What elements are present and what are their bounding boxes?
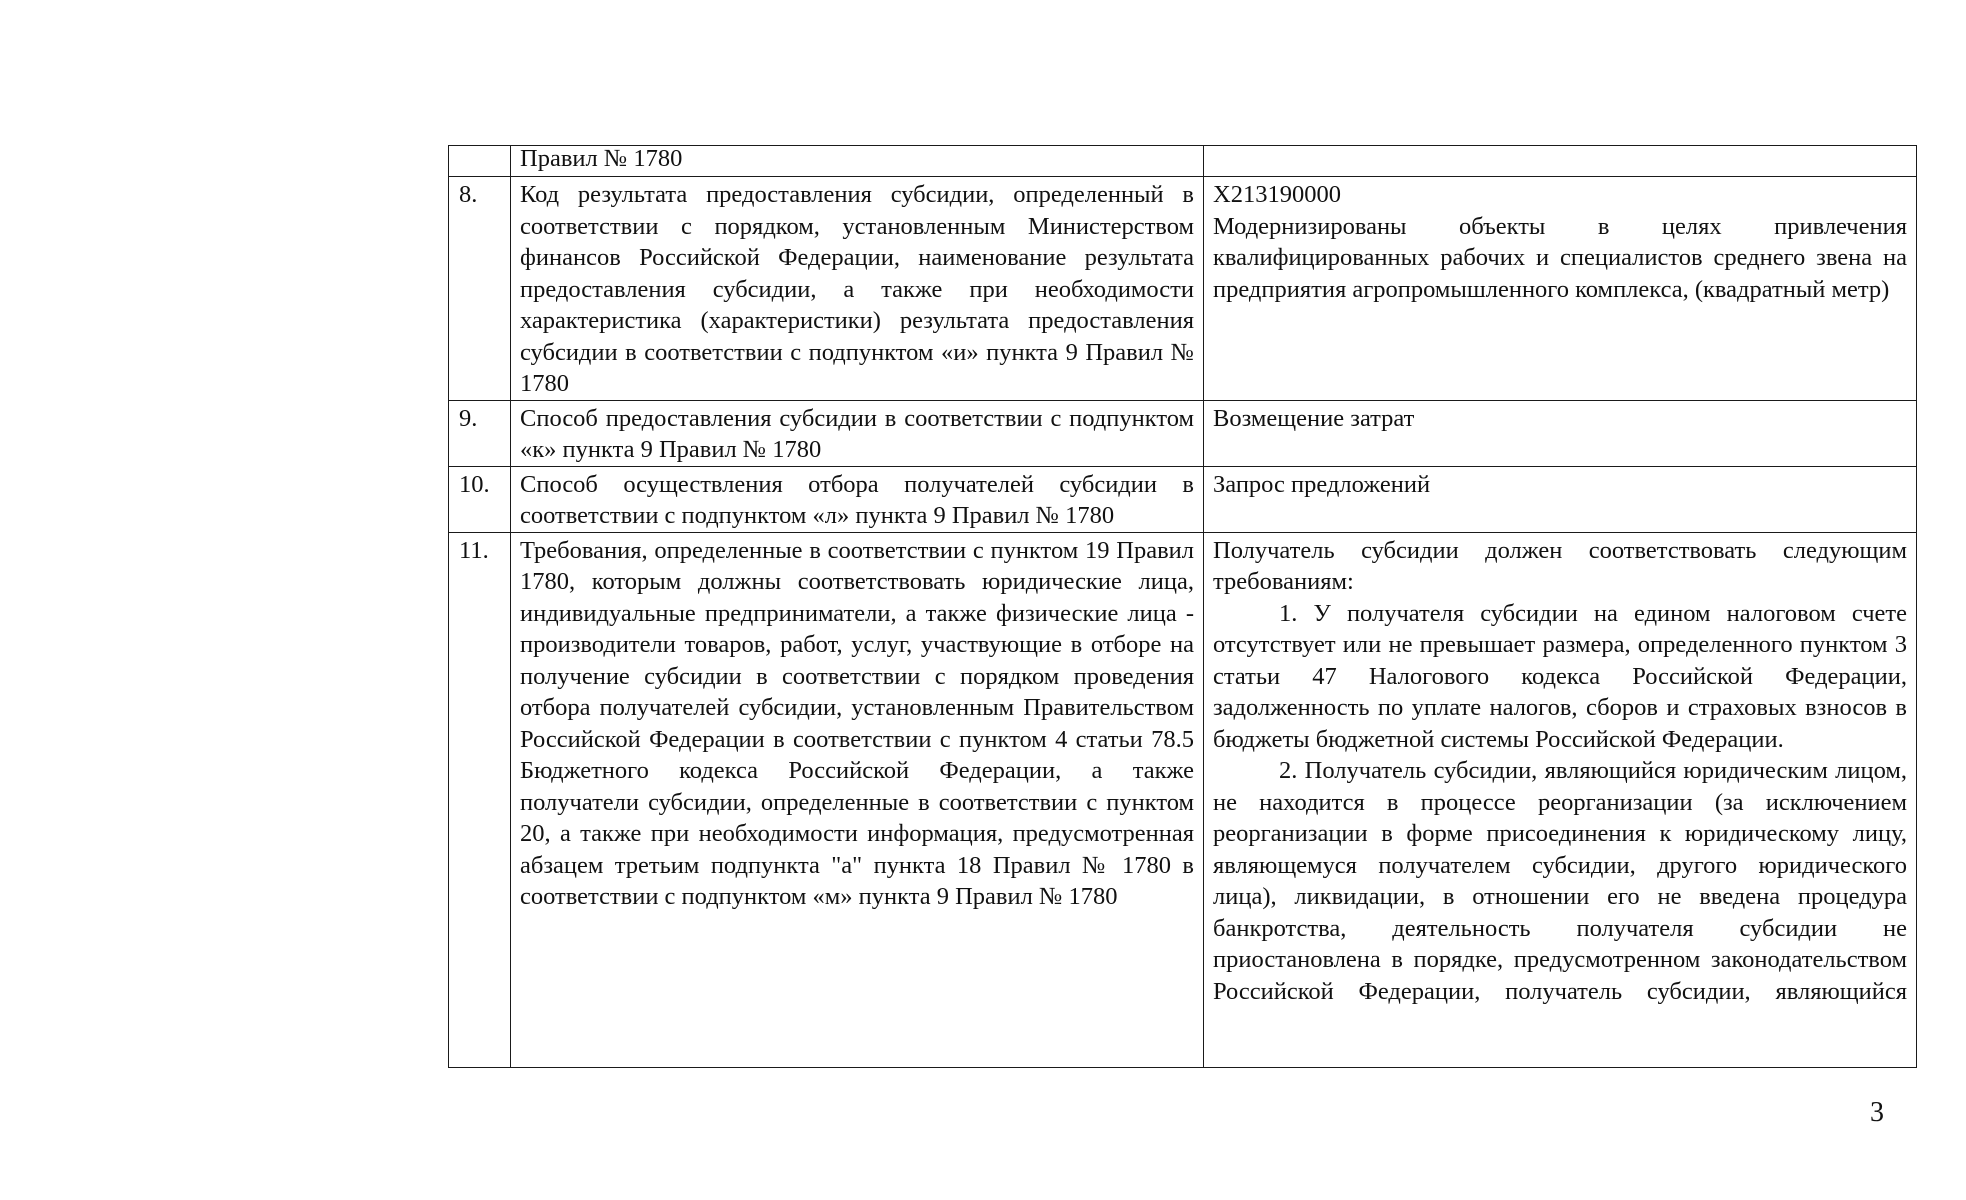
requirement-1: 1. У получателя субсидии на едином налоговом счете отсутствует или не превышает размера, определенного пунктом 3 статьи 47 Налогового кодекса Российской Федерации, задолженность по уплате налогов, сборов и страховых взносов в бюджеты бюджетной системы Российской Федерации. (1213, 599, 1907, 753)
row-description: Способ осуществления отбора получателей субсидии в соответствии с подпунктом «л» пункта 9 Правил № 1780 (511, 466, 1204, 532)
table-row (449, 532, 1917, 1067)
result-name: Модернизированы объекты в целях привлечения квалифицированных рабочих и специалистов среднего звена на предприятия агропромышленного комплекса, (квадратный метр) (1213, 212, 1907, 303)
row-number (449, 146, 511, 177)
row-value: Возмещение затрат (1204, 400, 1917, 466)
table-row (449, 146, 1917, 177)
requirement-2: 2. Получатель субсидии, являющийся юридическим лицом, не находится в процессе реорганизации (за исключением реорганизации в форме присоединения к юридическому лицу, являющемуся получателем субсидии, другого юридического лица), ликвидации, в отношении его не введена процедура банкротства, деятельность получателя субсидии не приостановлена в порядке, предусмотренном законодательством Российской Федерации, получатель субсидии, являющийся (1213, 757, 1907, 1005)
row-description: Требования, определенные в соответствии с пунктом 19 Правил 1780, которым должны соответствовать юридические лица, индивидуальные предприниматели, а также физические лица - производители товаров, работ, услуг, участвующие в отборе на получение субсидии в соответствии с порядком проведения отбора получателей субсидии, установленным Правительством Российской Федерации в соответствии с пунктом 4 статьи 78.5 Бюджетного кодекса Российской Федерации, а также получатели субсидии, определенные в соответствии с пунктом 20, а также при необходимости информация, предусмотренная абзацем третьим подпункта "а" пункта 18 Правил № 1780 в соответствии с подпунктом «м» пункта 9 Правил № 1780 (511, 532, 1204, 1067)
row-value (1204, 177, 1917, 401)
row-value (1204, 532, 1917, 1067)
result-code: Х213190000 (1213, 181, 1341, 208)
row-number: 8. (449, 177, 511, 401)
requirements-table (448, 145, 1917, 1068)
row-description: Способ предоставления субсидии в соответствии с подпунктом «к» пункта 9 Правил № 1780 (511, 400, 1204, 466)
row-description: Код результата предоставления субсидии, определенный в соответствии с порядком, установленным Министерством финансов Российской Федерации, наименование результата предоставления субсидии, а также при необходимости характеристика (характеристики) результата предоставления субсидии в соответствии с подпунктом «и» пункта 9 Правил № 1780 (511, 177, 1204, 401)
row-value (1204, 146, 1917, 177)
row-number: 10. (449, 466, 511, 532)
page-number: 3 (1870, 1097, 1884, 1128)
row-number: 9. (449, 400, 511, 466)
table-row (449, 177, 1917, 401)
row-value: Запрос предложений (1204, 466, 1917, 532)
table-row (449, 466, 1917, 532)
requirements-intro: Получатель субсидии должен соответствовать следующим требованиям: (1213, 536, 1907, 595)
row-number: 11. (449, 532, 511, 1067)
table-row (449, 400, 1917, 466)
row-description: Правил № 1780 (511, 146, 1204, 177)
